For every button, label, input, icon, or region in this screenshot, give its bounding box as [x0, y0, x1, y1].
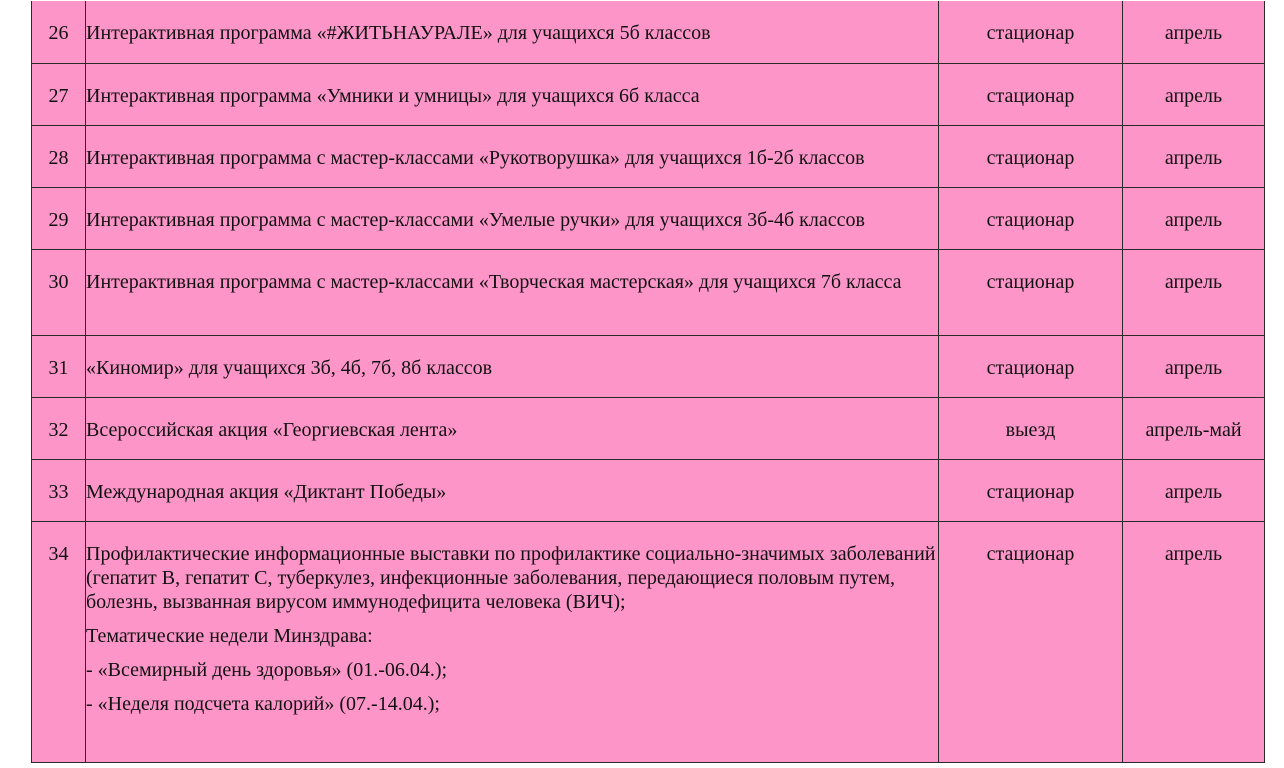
event-place: стационар: [939, 63, 1123, 125]
event-name: [86, 521, 939, 762]
event-name-text: Международная акция «Диктант Победы»: [86, 480, 447, 503]
row-number: 29: [32, 187, 86, 249]
event-name: [86, 459, 939, 521]
table-row: [32, 125, 1265, 187]
row-number: 30: [32, 249, 86, 335]
event-name: [86, 187, 939, 249]
event-date: апрель: [1123, 63, 1265, 125]
event-place: выезд: [939, 397, 1123, 459]
event-name: [86, 335, 939, 397]
event-place: стационар: [939, 1, 1123, 63]
row-number: 34: [32, 521, 86, 762]
event-name: [86, 125, 939, 187]
event-date: апрель: [1123, 335, 1265, 397]
table-row: [32, 335, 1265, 397]
event-name: [86, 1, 939, 63]
row-number: 32: [32, 397, 86, 459]
event-date: апрель: [1123, 187, 1265, 249]
event-name-text: Всероссийская акция «Георгиевская лента»: [86, 418, 458, 441]
table-row: [32, 1, 1265, 63]
event-name: [86, 397, 939, 459]
event-date: апрель: [1123, 521, 1265, 762]
event-date: апрель-май: [1123, 397, 1265, 459]
row-number: 26: [32, 1, 86, 63]
event-date: апрель: [1123, 125, 1265, 187]
event-place: стационар: [939, 125, 1123, 187]
table-row: [32, 249, 1265, 335]
event-date: апрель: [1123, 249, 1265, 335]
event-place: стационар: [939, 249, 1123, 335]
event-place: стационар: [939, 459, 1123, 521]
event-name: [86, 249, 939, 335]
event-name-text: Интерактивная программа с мастер-классами «Рукотворушка» для учащихся 1б-2б классов: [86, 146, 865, 169]
event-description-paragraph: - «Неделя подсчета калорий» (07.-14.04.);: [86, 692, 440, 715]
event-name-text: Интерактивная программа «#ЖИТЬНАУРАЛЕ» для учащихся 5б классов: [86, 22, 711, 44]
event-description-paragraph: - «Всемирный день здоровья» (01.-06.04.);: [86, 658, 448, 681]
table-row: [32, 521, 1265, 762]
event-place: стационар: [939, 187, 1123, 249]
event-date: апрель: [1123, 1, 1265, 63]
event-date: апрель: [1123, 459, 1265, 521]
row-number: 28: [32, 125, 86, 187]
event-name-text: Интерактивная программа с мастер-классами «Умелые ручки» для учащихся 3б-4б классов: [86, 208, 865, 231]
table-row: [32, 63, 1265, 125]
table-row: [32, 397, 1265, 459]
row-number: 33: [32, 459, 86, 521]
event-place: стационар: [939, 335, 1123, 397]
event-description-paragraph: Тематические недели Минздрава:: [86, 624, 373, 647]
event-name-text: Интерактивная программа с мастер-классами «Творческая мастерская» для учащихся 7б класса: [86, 270, 902, 293]
events-table: [31, 1, 1265, 763]
event-name-text: «Киномир» для учащихся 3б, 4б, 7б, 8б классов: [86, 356, 493, 379]
row-number: 27: [32, 63, 86, 125]
event-description-paragraph: Профилактические информационные выставки по профилактике социально-значимых заболеваний (гепатит В, гепатит С, туберкулез, инфекционные заболевания, передающиеся половым путем, болезнь, вызванная вирусом иммунодефицита человека (ВИЧ);: [86, 542, 936, 613]
event-name: [86, 63, 939, 125]
table-row: [32, 459, 1265, 521]
row-number: 31: [32, 335, 86, 397]
event-place: стационар: [939, 521, 1123, 762]
event-name-text: Интерактивная программа «Умники и умницы» для учащихся 6б класса: [86, 84, 700, 107]
table-row: [32, 187, 1265, 249]
